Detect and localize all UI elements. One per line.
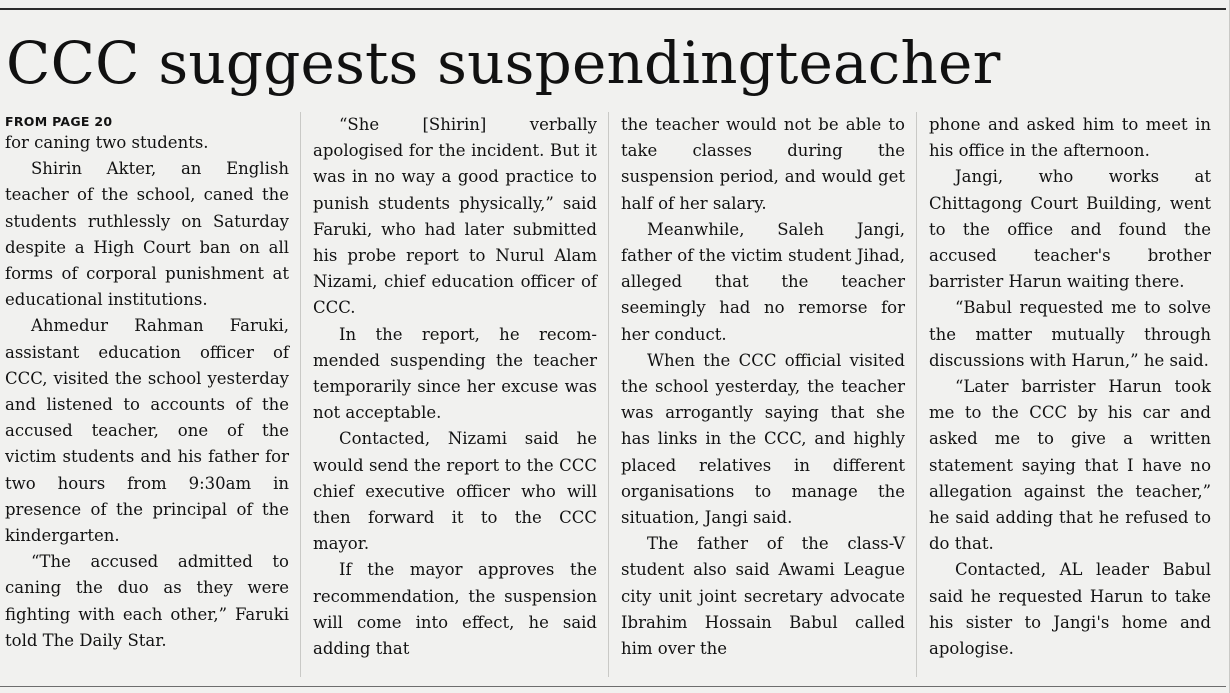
- paragraph: “She [Shirin] verbally apologised for the incident. But it was in no way a good practice to punish students physically,” said Faruki, who had later submitted his probe report to Nurul Alam Nizami, chief education officer of CCC.: [313, 115, 597, 318]
- paragraph: In the report, he recommended suspending the teacher temporarily since her excuse was not acceptable.: [313, 324, 597, 423]
- continued-from-label: FROM PAGE 20: [5, 114, 113, 129]
- paragraph: When the CCC official visited the school yesterday, the teacher was arrogantly saying that she has links in the CCC, and highly placed relatives in different organisations to manage the situation, Jangi said.: [621, 350, 905, 528]
- paragraph: Meanwhile, Saleh Jangi, father of the victim student Jihad, alleged that the teacher seemingly had no remorse for her conduct.: [621, 219, 905, 344]
- paragraph: Ahmedur Rahman Faruki, assistant education officer of CCC, visited the school yesterday and listened to accounts of the accused teacher, one of the victim students and his father for two hours from 9:30am in presence of the principal of the kindergarten.: [5, 316, 289, 546]
- article-column-2: [313, 112, 597, 662]
- article-column-1: [5, 112, 289, 654]
- paragraph: Contacted, Nizami said he would send the report to the CCC chief executive officer who will then forward it to the CCC mayor.: [313, 429, 597, 554]
- paragraph: If the mayor approves the recommendation, the suspension will come into effect, he said adding that: [313, 560, 597, 659]
- paragraph: “The accused admitted to caning the duo as they were fighting with each other,” Faruki told The Daily Star.: [5, 552, 289, 650]
- top-rule: [0, 8, 1226, 10]
- headline: CCC suggests suspendingteacher: [6, 29, 1001, 97]
- paragraph: Jangi, who works at Chittagong Court Building, went to the office and found the accused teacher's brother barrister Harun waiting there.: [929, 167, 1211, 292]
- bottom-rule: [0, 686, 1226, 687]
- article-column-4: [929, 112, 1211, 662]
- paragraph: “Babul requested me to solve the matter mutually through discussions with Harun,” he said.: [929, 298, 1211, 370]
- paragraph: “Later barrister Harun took me to the CCC by his car and asked me to give a written statement saying that I have no allegation against the teacher,” he said adding that he refused to do that.: [929, 377, 1211, 554]
- column-divider: [300, 112, 301, 677]
- paragraph: for caning two students.: [5, 133, 209, 152]
- paragraph: The father of the class-V student also said Awami League city unit joint secretary advocate Ibrahim Hossain Babul called him over the: [621, 534, 905, 659]
- article-column-3: [621, 112, 905, 662]
- paragraph: Shirin Akter, an English teacher of the school, caned the students ruthlessly on Saturday despite a High Court ban on all forms of corporal punishment at educational institutions.: [5, 159, 289, 310]
- paragraph: Contacted, AL leader Babul said he requested Harun to take his sister to Jangi's home and apologise.: [929, 560, 1211, 659]
- paragraph: phone and asked him to meet in his office in the afternoon.: [929, 115, 1211, 161]
- column-divider: [916, 112, 917, 677]
- column-divider: [608, 112, 609, 677]
- paragraph: the teacher would not be able to take classes during the suspension period, and would get half of her salary.: [621, 115, 905, 213]
